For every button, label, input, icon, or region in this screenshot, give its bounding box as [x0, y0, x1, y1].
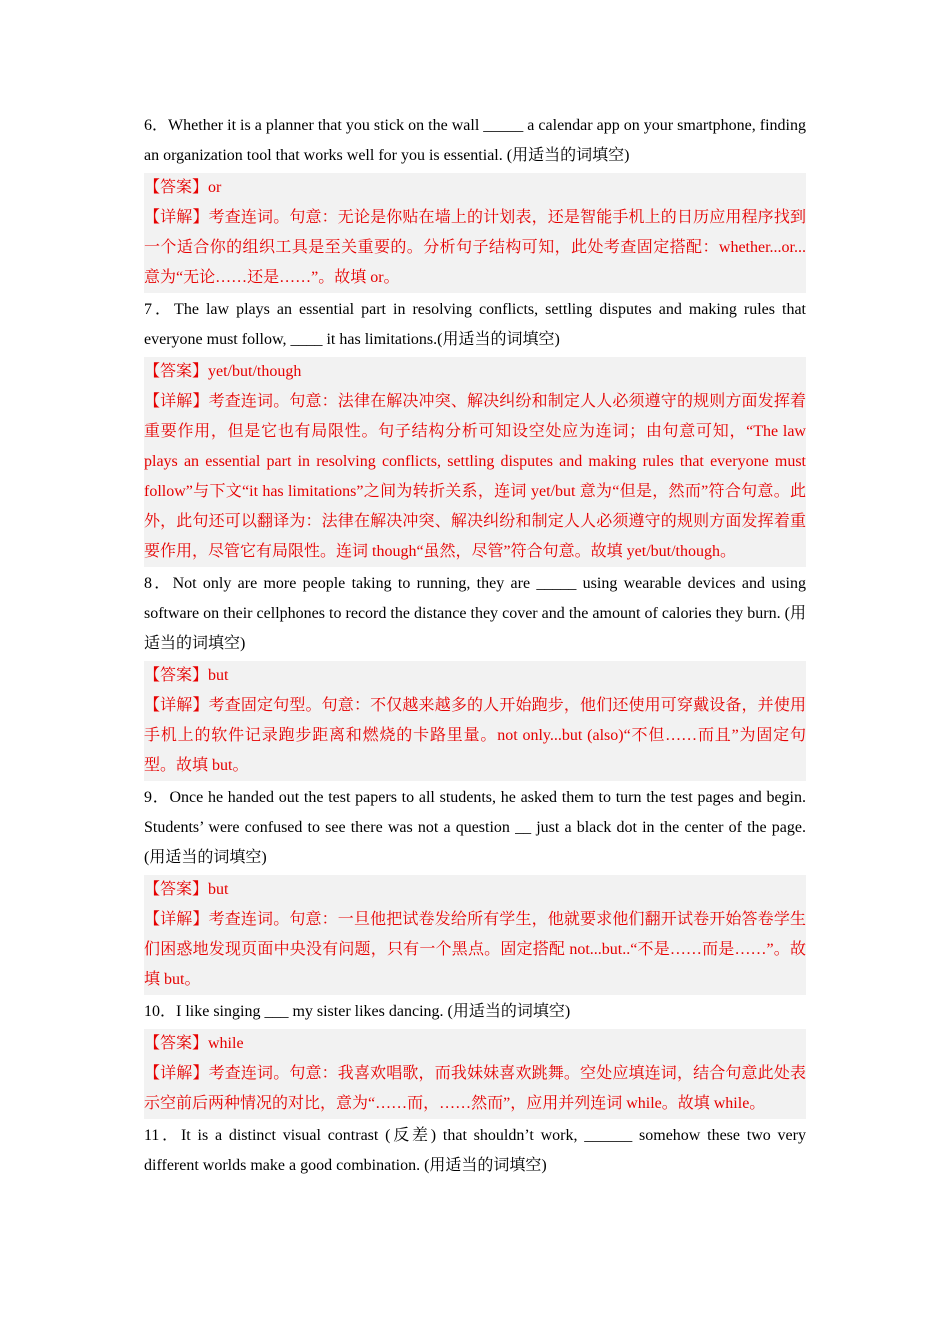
answer-block-10	[144, 1029, 806, 1119]
question-9: 9．Once he handed out the test papers to all students, he asked them to turn the test pages and begin. Students’ were confused to see there was not a question __ just a black dot in the center of the page. (用适当的词填空)	[144, 789, 806, 866]
explanation-6: 【详解】考查连词。句意：无论是你贴在墙上的计划表，还是智能手机上的日历应用程序找到一个适合你的组织工具是至关重要的。分析句子结构可知，此处考查固定搭配：whether...or...意为“无论……还是……”。故填 or。	[144, 209, 806, 286]
explanation-7: 【详解】考查连词。句意：法律在解决冲突、解决纠纷和制定人人必须遵守的规则方面发挥着重要作用，但是它也有局限性。句子结构分析可知设空处应为连词；由句意可知，“The law plays an essential part in resolving conflicts, settling disputes and making rules that everyone must follow”与下文“it has limitations”之间为转折关系，连词 yet/but 意为“但是，然而”符合句意。此外，此句还可以翻译为：法律在解决冲突、解决纠纷和制定人人必须遵守的规则方面发挥着重要作用，尽管它有局限性。连词 though“虽然，尽管”符合句意。故填 yet/but/though。	[144, 393, 806, 560]
content	[144, 111, 806, 1181]
answer-block-7	[144, 357, 806, 567]
answer-8: 【答案】but	[144, 667, 229, 684]
answer-block-6	[144, 173, 806, 293]
explanation-8: 【详解】考查固定句型。句意：不仅越来越多的人开始跑步，他们还使用可穿戴设备，并使用手机上的软件记录跑步距离和燃烧的卡路里量。not only...but (also)“不但……而且”为固定句型。故填 but。	[144, 697, 806, 774]
answer-block-9	[144, 875, 806, 995]
question-8: 8．Not only are more people taking to running, they are _____ using wearable devices and using software on their cellphones to record the distance they cover and the amount of calories they burn. (用适当的词填空)	[144, 575, 806, 652]
explanation-9: 【详解】考查连词。句意：一旦他把试卷发给所有学生，他就要求他们翻开试卷开始答卷学生们困惑地发现页面中央没有问题，只有一个黑点。固定搭配 not...but..“不是……而是……”。故填 but。	[144, 911, 806, 988]
question-10: 10．I like singing ___ my sister likes dancing. (用适当的词填空)	[144, 1003, 571, 1020]
answer-6: 【答案】or	[144, 179, 222, 196]
answer-block-8	[144, 661, 806, 781]
answer-7: 【答案】yet/but/though	[144, 363, 302, 380]
question-6: 6．Whether it is a planner that you stick on the wall _____ a calendar app on your smartphone, finding an organization tool that works well for you is essential. (用适当的词填空)	[144, 117, 806, 164]
answer-9: 【答案】but	[144, 881, 229, 898]
question-7: 7．The law plays an essential part in resolving conflicts, settling disputes and making rules that everyone must follow, ____ it has limitations.(用适当的词填空)	[144, 301, 806, 348]
answer-10: 【答案】while	[144, 1035, 244, 1052]
explanation-10: 【详解】考查连词。句意：我喜欢唱歌，而我妹妹喜欢跳舞。空处应填连词，结合句意此处表示空前后两种情况的对比，意为“……而，……然而”，应用并列连词 while。故填 while。	[144, 1065, 806, 1112]
question-11: 11．It is a distinct visual contrast (反差) that shouldn’t work, ______ somehow these two very different worlds make a good combination. (用适当的词填空)	[144, 1127, 806, 1174]
